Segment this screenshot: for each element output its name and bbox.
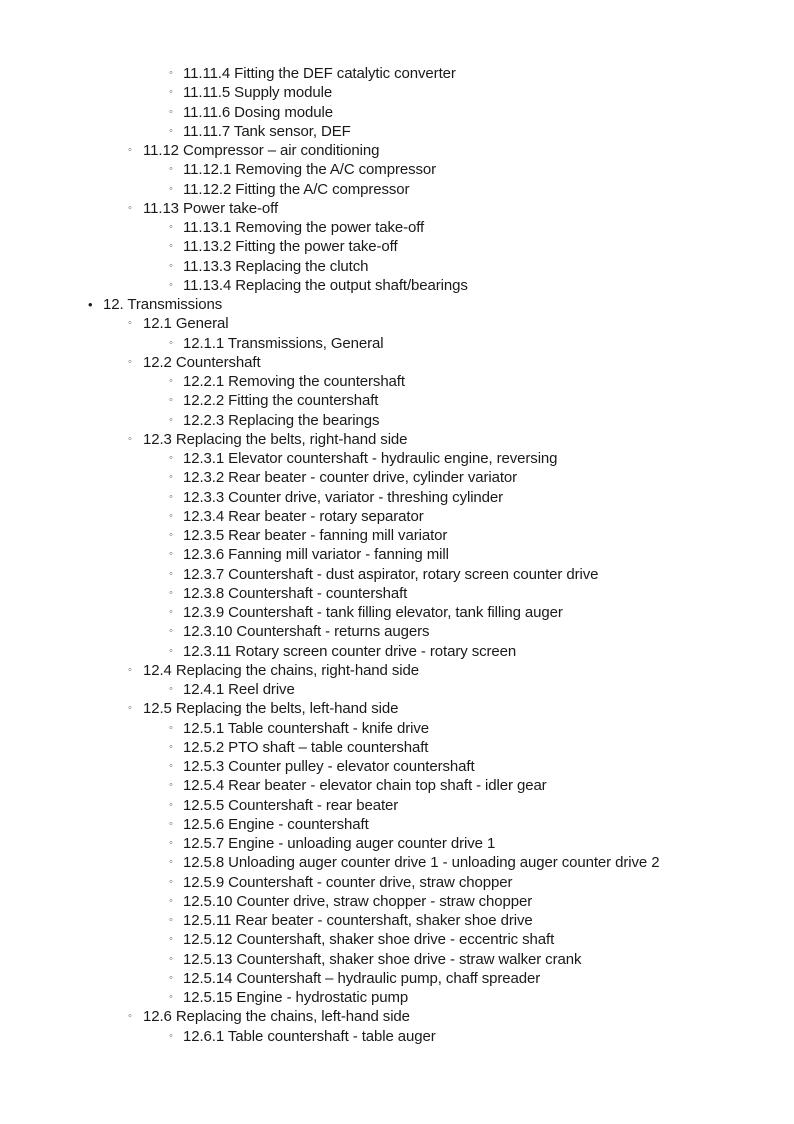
toc-entry-text: 11.13.1 Removing the power take-off	[183, 219, 425, 236]
toc-entry-text: 11.12 Compressor – air conditioning	[143, 142, 380, 159]
toc-entry-text: 12.3.7 Countershaft - dust aspirator, rotary screen counter drive	[183, 565, 599, 583]
hollow-bullet-icon: ◦	[169, 740, 173, 753]
hollow-bullet-icon: ◦	[169, 548, 173, 561]
toc-entry-level-3	[0, 411, 794, 430]
toc-entry-text: 12.5.5 Countershaft - rear beater	[183, 796, 399, 814]
toc-entry-level-3	[0, 83, 794, 102]
toc-entry-level-3	[0, 622, 794, 641]
hollow-bullet-icon: ◦	[169, 837, 173, 849]
toc-entry-level-3	[0, 719, 794, 738]
hollow-bullet-icon: ◦	[169, 721, 173, 734]
toc-entry-level-3	[0, 180, 794, 199]
toc-entry-text: 12.3.8 Countershaft - countershaft	[183, 584, 408, 602]
toc-entry-level-3	[0, 873, 794, 892]
toc-entry-level-3	[0, 64, 794, 83]
toc-entry-text: 12.3.11 Rotary screen counter drive - rotary screen	[183, 642, 517, 660]
toc-entry-level-3	[0, 796, 794, 815]
toc-entry-text: 11.12.1 Removing the A/C compressor	[183, 161, 437, 179]
toc-entry-text: 12.3.10 Countershaft - returns augers	[183, 623, 430, 641]
hollow-bullet-icon: ◦	[169, 86, 173, 99]
hollow-bullet-icon: ◦	[169, 894, 173, 907]
hollow-bullet-icon: ◦	[128, 663, 132, 676]
toc-entry-level-3	[0, 776, 794, 795]
hollow-bullet-icon: ◦	[169, 163, 173, 176]
toc-entry-text: 12.5.12 Countershaft, shaker shoe drive - eccentric shaft	[183, 931, 555, 949]
hollow-bullet-icon: ◦	[169, 509, 173, 522]
toc-entry-level-2	[0, 430, 794, 449]
toc-entry-level-3	[0, 757, 794, 776]
toc-entry-level-1	[0, 295, 794, 314]
toc-entry-text: 12.1 General	[143, 315, 229, 333]
toc-entry-text: 12.3.3 Counter drive, variator - threshing cylinder	[183, 488, 504, 506]
toc-entry-level-3	[0, 738, 794, 757]
hollow-bullet-icon: ◦	[169, 394, 173, 407]
toc-entry-text: 12. Transmissions	[103, 296, 223, 313]
hollow-bullet-icon: ◦	[169, 933, 173, 946]
hollow-bullet-icon: ◦	[169, 278, 173, 291]
toc-entry-level-3	[0, 334, 794, 353]
toc-entry-text: 12.5.11 Rear beater - countershaft, shaker shoe drive	[183, 912, 533, 929]
toc-entry-text: 12.3.1 Elevator countershaft - hydraulic engine, reversing	[183, 450, 558, 467]
hollow-bullet-icon: ◦	[169, 259, 173, 272]
hollow-bullet-icon: ◦	[169, 971, 173, 984]
toc-entry-text: 11.13.2 Fitting the power take-off	[183, 238, 398, 256]
hollow-bullet-icon: ◦	[128, 201, 132, 214]
toc-entry-text: 12.4.1 Reel drive	[183, 681, 295, 698]
toc-entry-level-3	[0, 565, 794, 584]
toc-entry-text: 12.5.15 Engine - hydrostatic pump	[183, 989, 409, 1006]
hollow-bullet-icon: ◦	[169, 124, 173, 137]
toc-entry-text: 12.2.1 Removing the countershaft	[183, 373, 405, 390]
toc-entry-level-3	[0, 237, 794, 256]
hollow-bullet-icon: ◦	[169, 991, 173, 1003]
toc-entry-level-3	[0, 892, 794, 911]
hollow-bullet-icon: ◦	[128, 317, 132, 330]
toc-entry-level-3	[0, 468, 794, 487]
hollow-bullet-icon: ◦	[169, 471, 173, 484]
toc-entry-text: 12.5.4 Rear beater - elevator chain top shaft - idler gear	[183, 777, 547, 795]
hollow-bullet-icon: ◦	[169, 760, 173, 772]
toc-entry-level-3	[0, 930, 794, 949]
hollow-bullet-icon: ◦	[128, 144, 132, 156]
toc-entry-level-3	[0, 276, 794, 295]
hollow-bullet-icon: ◦	[169, 1029, 173, 1042]
toc-entry-text: 12.5.8 Unloading auger counter drive 1 - unloading auger counter drive 2	[183, 854, 660, 872]
hollow-bullet-icon: ◦	[169, 490, 173, 503]
hollow-bullet-icon: ◦	[169, 182, 173, 195]
hollow-bullet-icon: ◦	[128, 1010, 132, 1023]
toc-entry-level-3	[0, 526, 794, 545]
toc-entry-level-3	[0, 122, 794, 141]
hollow-bullet-icon: ◦	[169, 452, 173, 464]
toc-entry-level-3	[0, 545, 794, 564]
toc-entry-level-3	[0, 584, 794, 603]
toc-entry-level-3	[0, 372, 794, 391]
toc-entry-text: 12.3 Replacing the belts, right-hand side	[143, 430, 408, 448]
toc-entry-level-3	[0, 1027, 794, 1046]
toc-entry-level-3	[0, 449, 794, 468]
toc-entry-text: 12.2.3 Replacing the bearings	[183, 411, 380, 429]
toc-entry-text: 12.5.7 Engine - unloading auger counter drive 1	[183, 835, 496, 852]
hollow-bullet-icon: ◦	[169, 221, 173, 233]
toc-entry-text: 12.5.13 Countershaft, shaker shoe drive - straw walker crank	[183, 950, 582, 968]
hollow-bullet-icon: ◦	[169, 336, 173, 349]
hollow-bullet-icon: ◦	[169, 586, 173, 599]
hollow-bullet-icon: ◦	[169, 529, 173, 541]
table-of-contents	[0, 64, 794, 1046]
hollow-bullet-icon: ◦	[128, 702, 132, 715]
toc-entry-text: 12.5.6 Engine - countershaft	[183, 815, 369, 833]
toc-entry-text: 11.13 Power take-off	[143, 199, 279, 217]
toc-entry-level-3	[0, 988, 794, 1007]
toc-entry-level-2	[0, 353, 794, 372]
toc-entry-level-3	[0, 950, 794, 969]
toc-entry-text: 12.5.2 PTO shaft – table countershaft	[183, 738, 429, 756]
bullet-icon: •	[88, 297, 93, 312]
toc-entry-text: 12.5.10 Counter drive, straw chopper - straw chopper	[183, 892, 533, 910]
toc-entry-text: 12.5.3 Counter pulley - elevator countershaft	[183, 758, 475, 775]
toc-entry-text: 11.11.4 Fitting the DEF catalytic converter	[183, 65, 456, 82]
hollow-bullet-icon: ◦	[169, 856, 173, 869]
toc-entry-level-3	[0, 488, 794, 507]
toc-entry-text: 12.3.9 Countershaft - tank filling elevator, tank filling auger	[183, 604, 563, 621]
toc-entry-text: 12.3.2 Rear beater - counter drive, cylinder variator	[183, 469, 518, 487]
toc-entry-text: 12.2 Countershaft	[143, 353, 261, 371]
hollow-bullet-icon: ◦	[169, 567, 173, 580]
toc-entry-level-3	[0, 834, 794, 853]
toc-entry-level-3	[0, 218, 794, 237]
hollow-bullet-icon: ◦	[169, 644, 173, 657]
toc-entry-level-3	[0, 257, 794, 276]
toc-entry-level-3	[0, 103, 794, 122]
hollow-bullet-icon: ◦	[169, 606, 173, 618]
toc-entry-text: 12.6 Replacing the chains, left-hand side	[143, 1008, 410, 1026]
toc-entry-level-3	[0, 507, 794, 526]
hollow-bullet-icon: ◦	[128, 432, 132, 445]
toc-entry-text: 11.13.4 Replacing the output shaft/bearings	[183, 276, 468, 294]
toc-entry-text: 12.6.1 Table countershaft - table auger	[183, 1027, 436, 1045]
toc-entry-text: 12.2.2 Fitting the countershaft	[183, 392, 379, 410]
toc-entry-text: 12.4 Replacing the chains, right-hand side	[143, 661, 419, 679]
toc-entry-text: 12.5.14 Countershaft – hydraulic pump, chaff spreader	[183, 969, 541, 987]
toc-entry-level-3	[0, 160, 794, 179]
toc-entry-text: 11.11.5 Supply module	[183, 84, 333, 102]
hollow-bullet-icon: ◦	[169, 914, 173, 926]
toc-entry-level-3	[0, 680, 794, 699]
toc-entry-text: 11.11.6 Dosing module	[183, 103, 333, 121]
toc-entry-text: 12.5 Replacing the belts, left-hand side	[143, 700, 399, 718]
toc-entry-text: 12.5.1 Table countershaft - knife drive	[183, 719, 429, 737]
hollow-bullet-icon: ◦	[169, 817, 173, 830]
hollow-bullet-icon: ◦	[169, 798, 173, 811]
toc-entry-level-2	[0, 314, 794, 333]
toc-entry-level-3	[0, 911, 794, 930]
toc-entry-level-3	[0, 853, 794, 872]
toc-entry-level-3	[0, 391, 794, 410]
hollow-bullet-icon: ◦	[169, 67, 173, 79]
hollow-bullet-icon: ◦	[128, 355, 132, 368]
toc-entry-text: 11.12.2 Fitting the A/C compressor	[183, 180, 410, 198]
hollow-bullet-icon: ◦	[169, 240, 173, 253]
hollow-bullet-icon: ◦	[169, 875, 173, 888]
hollow-bullet-icon: ◦	[169, 625, 173, 638]
hollow-bullet-icon: ◦	[169, 105, 173, 118]
toc-entry-level-3	[0, 815, 794, 834]
toc-entry-text: 11.13.3 Replacing the clutch	[183, 257, 369, 275]
hollow-bullet-icon: ◦	[169, 779, 173, 792]
toc-entry-text: 12.1.1 Transmissions, General	[183, 334, 384, 352]
toc-entry-text: 12.3.6 Fanning mill variator - fanning mill	[183, 546, 449, 564]
hollow-bullet-icon: ◦	[169, 413, 173, 426]
hollow-bullet-icon: ◦	[169, 952, 173, 965]
toc-entry-text: 12.3.4 Rear beater - rotary separator	[183, 507, 424, 525]
toc-entry-level-2	[0, 1007, 794, 1026]
hollow-bullet-icon: ◦	[169, 683, 173, 695]
toc-entry-text: 12.3.5 Rear beater - fanning mill variator	[183, 527, 448, 544]
toc-entry-text: 12.5.9 Countershaft - counter drive, straw chopper	[183, 873, 513, 891]
toc-entry-level-2	[0, 199, 794, 218]
toc-entry-level-3	[0, 603, 794, 622]
toc-entry-level-2	[0, 141, 794, 160]
toc-entry-level-3	[0, 642, 794, 661]
hollow-bullet-icon: ◦	[169, 375, 173, 387]
toc-entry-text: 11.11.7 Tank sensor, DEF	[183, 122, 351, 140]
toc-entry-level-3	[0, 969, 794, 988]
toc-entry-level-2	[0, 661, 794, 680]
toc-entry-level-2	[0, 699, 794, 718]
